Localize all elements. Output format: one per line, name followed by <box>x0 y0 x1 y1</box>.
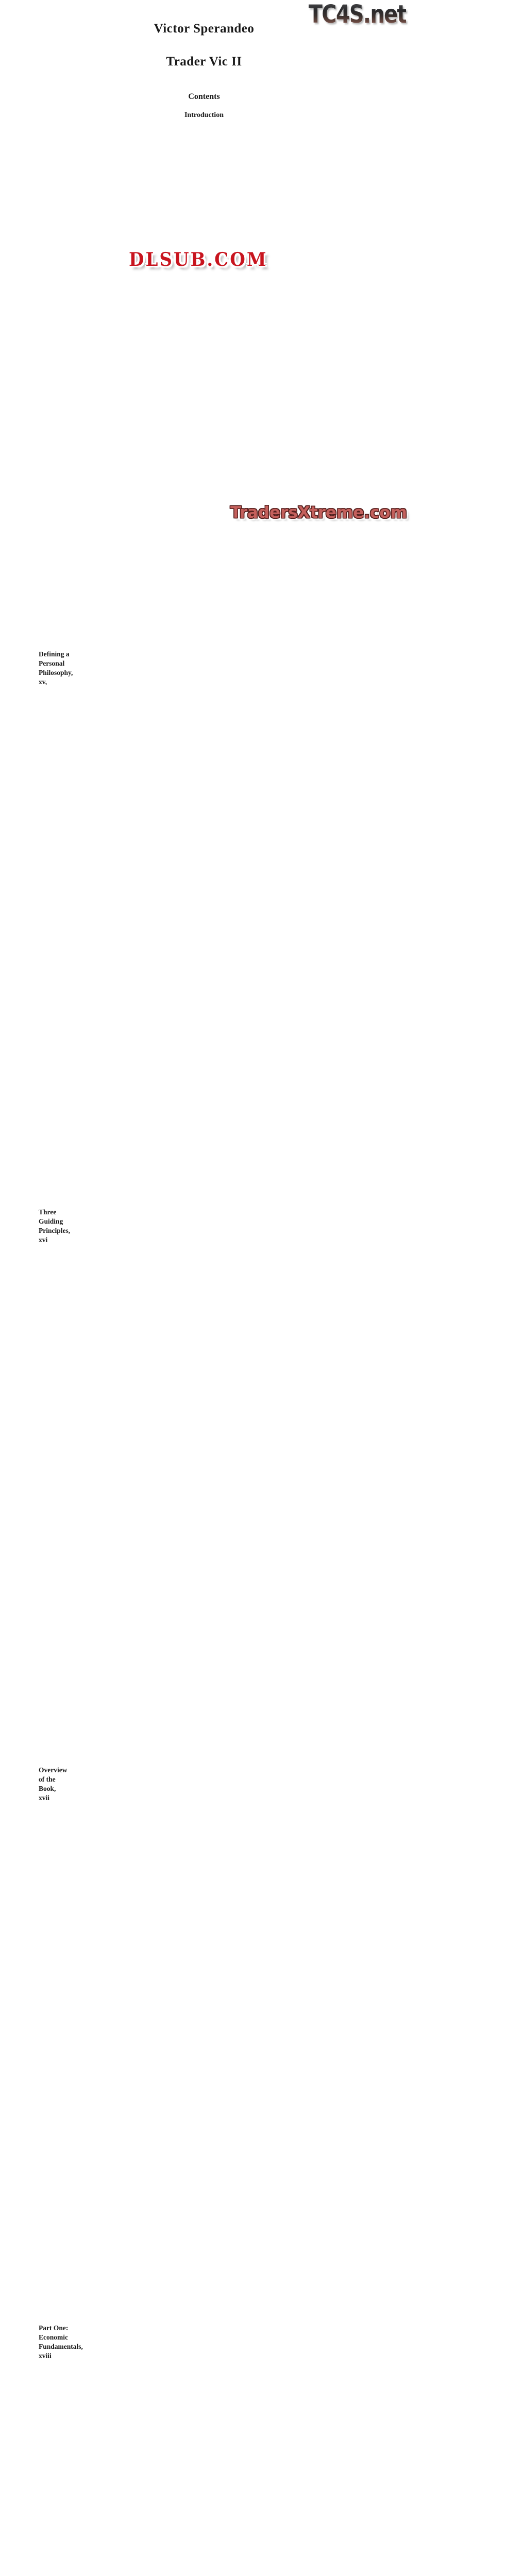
toc-row <box>39 687 269 1245</box>
entry-title: Part One: Economic Fundamentals, xviii <box>39 2324 83 2360</box>
toc-row <box>39 129 269 687</box>
page-number <box>73 129 481 656</box>
toc-row <box>39 2361 269 2576</box>
entry-title: Overview of the Book, xvii <box>39 1766 68 1802</box>
page-number <box>83 1803 491 2330</box>
entry-title: Defining a Personal Philosophy, xv, <box>39 650 73 686</box>
page-number <box>67 1245 475 1772</box>
author-title: Victor Sperandeo <box>154 22 255 36</box>
toc-row <box>39 1803 269 2361</box>
book-title: Trader Vic II <box>166 55 242 69</box>
dlsub-watermark: DLSUB.COM <box>129 248 268 271</box>
introduction-heading: Introduction <box>184 111 224 119</box>
tradersxtreme-watermark: TradersXtreme.com <box>230 503 407 522</box>
tc4s-watermark: TC4S.net <box>308 0 406 29</box>
page-number <box>70 687 478 1214</box>
page-number <box>67 2361 475 2576</box>
table-of-contents <box>39 129 269 2576</box>
contents-heading: Contents <box>188 92 220 101</box>
entry-title: Three Guiding Principles, xvi <box>39 1208 71 1244</box>
toc-row <box>39 1245 269 1803</box>
